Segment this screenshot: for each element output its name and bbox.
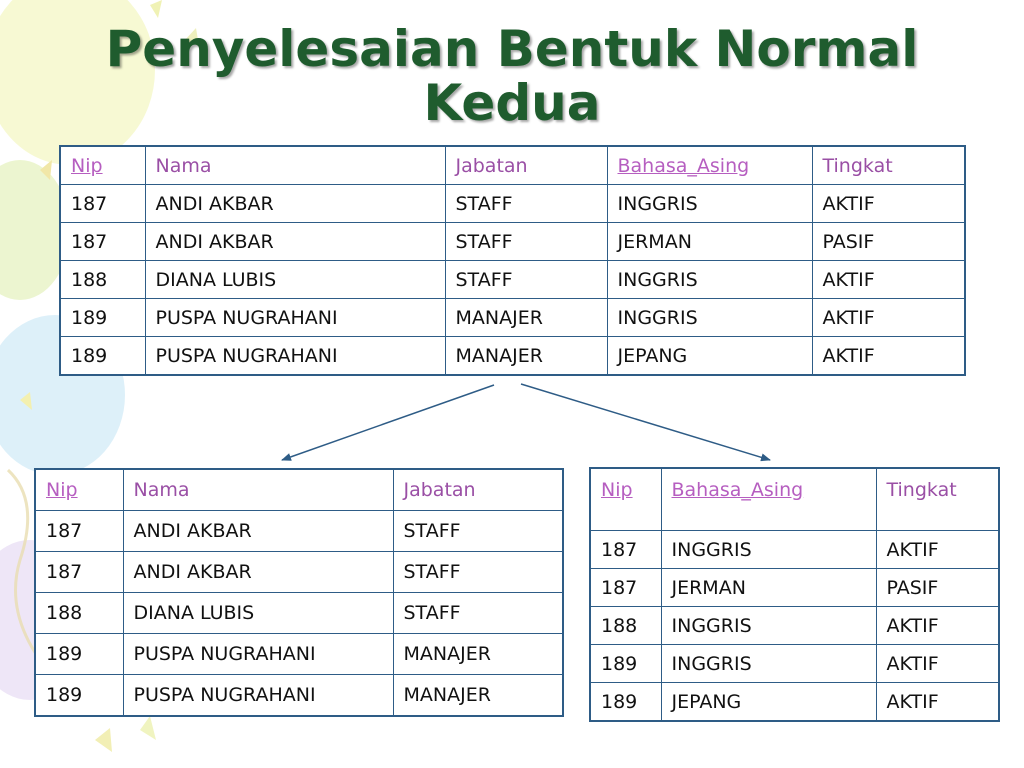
table-cell: DIANA LUBIS <box>145 261 445 299</box>
table-cell: MANAJER <box>445 299 607 337</box>
table-right <box>589 467 1000 722</box>
table-cell: 187 <box>590 569 661 607</box>
header-cell-nip: Nip <box>60 146 145 185</box>
table-cell: STAFF <box>445 261 607 299</box>
table-cell: AKTIF <box>876 531 999 569</box>
table-cell: PASIF <box>812 223 965 261</box>
table-cell: 189 <box>590 645 661 683</box>
header-cell-tingkat: Tingkat <box>876 468 999 531</box>
header-cell-nip: Nip <box>35 469 123 511</box>
arrow-to-left-table <box>282 385 494 460</box>
table-row <box>35 634 563 675</box>
table-header-row <box>60 146 965 185</box>
table-cell: 188 <box>60 261 145 299</box>
table-row <box>590 569 999 607</box>
table-row <box>60 337 965 376</box>
table-row <box>35 675 563 717</box>
table-cell: ANDI AKBAR <box>145 223 445 261</box>
table-cell: 187 <box>35 552 123 593</box>
table-cell: 188 <box>35 593 123 634</box>
table-cell: JERMAN <box>661 569 876 607</box>
table-cell: 187 <box>590 531 661 569</box>
table-main <box>59 145 966 376</box>
table-cell: AKTIF <box>812 299 965 337</box>
table-row <box>60 185 965 223</box>
table-cell: JERMAN <box>607 223 812 261</box>
table-cell: INGGRIS <box>661 531 876 569</box>
table-cell: AKTIF <box>876 683 999 722</box>
table-cell: AKTIF <box>876 607 999 645</box>
table-cell: STAFF <box>393 552 563 593</box>
table-cell: MANAJER <box>393 634 563 675</box>
table-cell: 187 <box>60 223 145 261</box>
table-cell: PUSPA NUGRAHANI <box>145 299 445 337</box>
table-cell: INGGRIS <box>607 299 812 337</box>
table-row <box>35 593 563 634</box>
slide-title-line1: Penyelesaian Bentuk Normal <box>105 20 919 78</box>
table-cell: 188 <box>590 607 661 645</box>
table-cell: 187 <box>35 511 123 552</box>
table-cell: 189 <box>60 337 145 376</box>
table-cell: 189 <box>60 299 145 337</box>
table-cell: 189 <box>590 683 661 722</box>
table-row <box>60 299 965 337</box>
table-cell: STAFF <box>393 593 563 634</box>
table-cell: PUSPA NUGRAHANI <box>123 634 393 675</box>
arrow-to-right-table <box>521 384 770 460</box>
table-cell: INGGRIS <box>607 185 812 223</box>
header-cell-nama: Nama <box>145 146 445 185</box>
header-cell-nama: Nama <box>123 469 393 511</box>
table-header-row <box>590 468 999 531</box>
table-header-row <box>35 469 563 511</box>
table-cell: INGGRIS <box>661 645 876 683</box>
header-cell-bahasa-asing: Bahasa_Asing <box>661 468 876 531</box>
table-row <box>35 511 563 552</box>
table-cell: JEPANG <box>661 683 876 722</box>
table-cell: AKTIF <box>812 337 965 376</box>
header-cell-tingkat: Tingkat <box>812 146 965 185</box>
slide-title-line2: Kedua <box>423 74 601 132</box>
table-row <box>60 261 965 299</box>
table-cell: 189 <box>35 675 123 717</box>
table-cell: 189 <box>35 634 123 675</box>
table-row <box>590 531 999 569</box>
table-cell: AKTIF <box>876 645 999 683</box>
table-row <box>60 223 965 261</box>
table-cell: PUSPA NUGRAHANI <box>123 675 393 717</box>
table-row <box>590 607 999 645</box>
table-cell: PASIF <box>876 569 999 607</box>
header-cell-jabatan: Jabatan <box>393 469 563 511</box>
table-cell: MANAJER <box>445 337 607 376</box>
table-cell: INGGRIS <box>661 607 876 645</box>
table-cell: ANDI AKBAR <box>123 511 393 552</box>
table-cell: INGGRIS <box>607 261 812 299</box>
table-cell: STAFF <box>393 511 563 552</box>
table-cell: AKTIF <box>812 261 965 299</box>
table-cell: JEPANG <box>607 337 812 376</box>
table-cell: AKTIF <box>812 185 965 223</box>
table-row <box>590 683 999 722</box>
header-cell-nip: Nip <box>590 468 661 531</box>
table-cell: MANAJER <box>393 675 563 717</box>
table-cell: STAFF <box>445 223 607 261</box>
table-cell: 187 <box>60 185 145 223</box>
table-left <box>34 468 564 717</box>
table-cell: ANDI AKBAR <box>145 185 445 223</box>
header-cell-jabatan: Jabatan <box>445 146 607 185</box>
table-cell: DIANA LUBIS <box>123 593 393 634</box>
table-cell: PUSPA NUGRAHANI <box>145 337 445 376</box>
table-row <box>590 645 999 683</box>
table-cell: ANDI AKBAR <box>123 552 393 593</box>
header-cell-bahasa-asing: Bahasa_Asing <box>607 146 812 185</box>
table-cell: STAFF <box>445 185 607 223</box>
table-row <box>35 552 563 593</box>
